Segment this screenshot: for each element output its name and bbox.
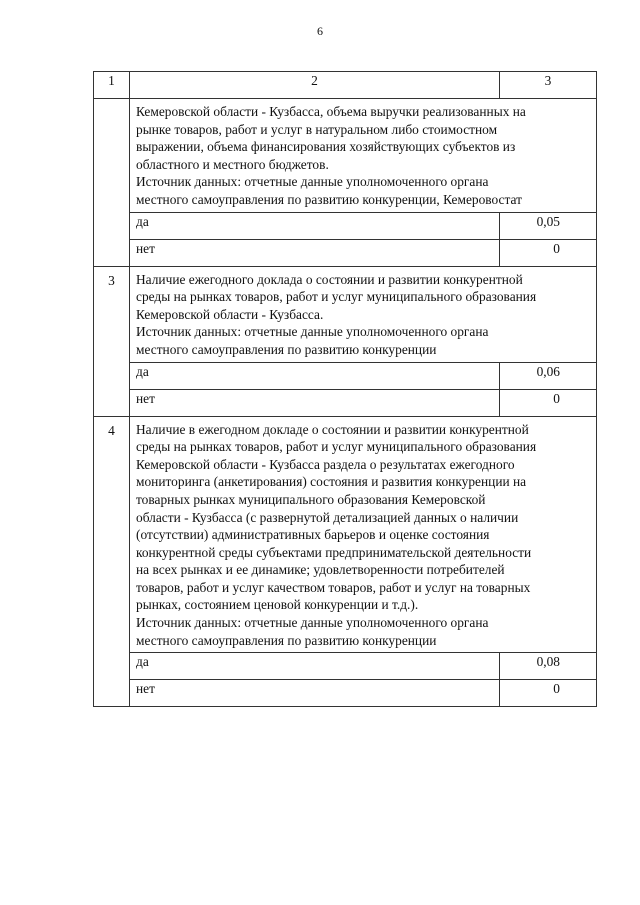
table-row [94, 266, 597, 362]
description-line: Кемеровской области - Кузбасса раздела о результатах ежегодного [136, 456, 515, 472]
description-line: рынках, состоянием ценовой конкуренции и т.д.). [136, 597, 419, 613]
description-line: конкурентной среды субъектами предпринимательской деятельности [136, 544, 532, 560]
table-header-row [94, 72, 597, 99]
header-col-1: 1 [94, 72, 130, 99]
answer-label: да [130, 362, 500, 389]
answer-row [94, 653, 597, 680]
description-line: Наличие ежегодного доклада о состоянии и развитии конкурентной [136, 271, 523, 287]
item-description [130, 266, 597, 362]
answer-label: нет [130, 389, 500, 416]
description-line: Источник данных: отчетные данные уполномоченного органа [136, 324, 489, 340]
description-line: областного и местного бюджетов. [136, 156, 329, 172]
description-line: (отсутствии) административных барьеров и оценке состояния [136, 527, 490, 543]
description-line: местного самоуправления по развитию конкуренции [136, 632, 437, 648]
answer-score: 0,08 [500, 653, 597, 680]
header-col-2: 2 [130, 72, 500, 99]
answer-score: 0,05 [500, 212, 597, 239]
answer-score: 0,06 [500, 362, 597, 389]
description-line: Источник данных: отчетные данные уполномоченного органа [136, 615, 489, 631]
table-row [94, 99, 597, 213]
description-line: Кемеровской области - Кузбасса. [136, 306, 324, 322]
description-line: среды на рынках товаров, работ и услуг муниципального образования [136, 439, 537, 455]
item-number-cell: 3 [94, 266, 130, 416]
answer-score: 0 [500, 389, 597, 416]
description-line: местного самоуправления по развитию конкуренции, Кемеровостат [136, 191, 522, 207]
description-line: на всех рынках и ее динамике; удовлетворенности потребителей [136, 562, 505, 578]
answer-row [94, 362, 597, 389]
item-description [130, 99, 597, 213]
header-col-3: 3 [500, 72, 597, 99]
description-line: рынке товаров, работ и услуг в натуральном либо стоимостном [136, 121, 498, 137]
description-line: выражении, объема финансирования хозяйствующих субъектов из [136, 139, 516, 155]
description-line: Наличие в ежегодном докладе о состоянии и развитии конкурентной [136, 421, 529, 437]
page-number: 6 [317, 24, 323, 38]
answer-score: 0 [500, 680, 597, 707]
answer-row [94, 212, 597, 239]
description-line: Кемеровской области - Кузбасса, объема выручки реализованных на [136, 104, 526, 119]
table-row [94, 416, 597, 653]
item-number-cell: 4 [94, 416, 130, 707]
description-line: Источник данных: отчетные данные уполномоченного органа [136, 174, 489, 190]
item-description [130, 416, 597, 653]
description-line: среды на рынках товаров, работ и услуг муниципального образования [136, 289, 537, 305]
answer-label: нет [130, 239, 500, 266]
answer-row [94, 239, 597, 266]
answer-label: да [130, 653, 500, 680]
description-line: местного самоуправления по развитию конкуренции [136, 341, 437, 357]
answer-row [94, 680, 597, 707]
indicator-table [93, 71, 597, 707]
answer-row [94, 389, 597, 416]
answer-label: да [130, 212, 500, 239]
description-line: товаров, работ и услуг качеством товаров, работ и услуг на товарных [136, 579, 531, 595]
description-line: области - Кузбасса (с развернутой детализацией данных о наличии [136, 509, 519, 525]
answer-label: нет [130, 680, 500, 707]
description-line: мониторинга (анкетирования) состояния и развития конкуренции на [136, 474, 527, 490]
item-number-cell [94, 99, 130, 267]
answer-score: 0 [500, 239, 597, 266]
description-line: товарных рынках муниципального образования Кемеровской [136, 491, 486, 507]
